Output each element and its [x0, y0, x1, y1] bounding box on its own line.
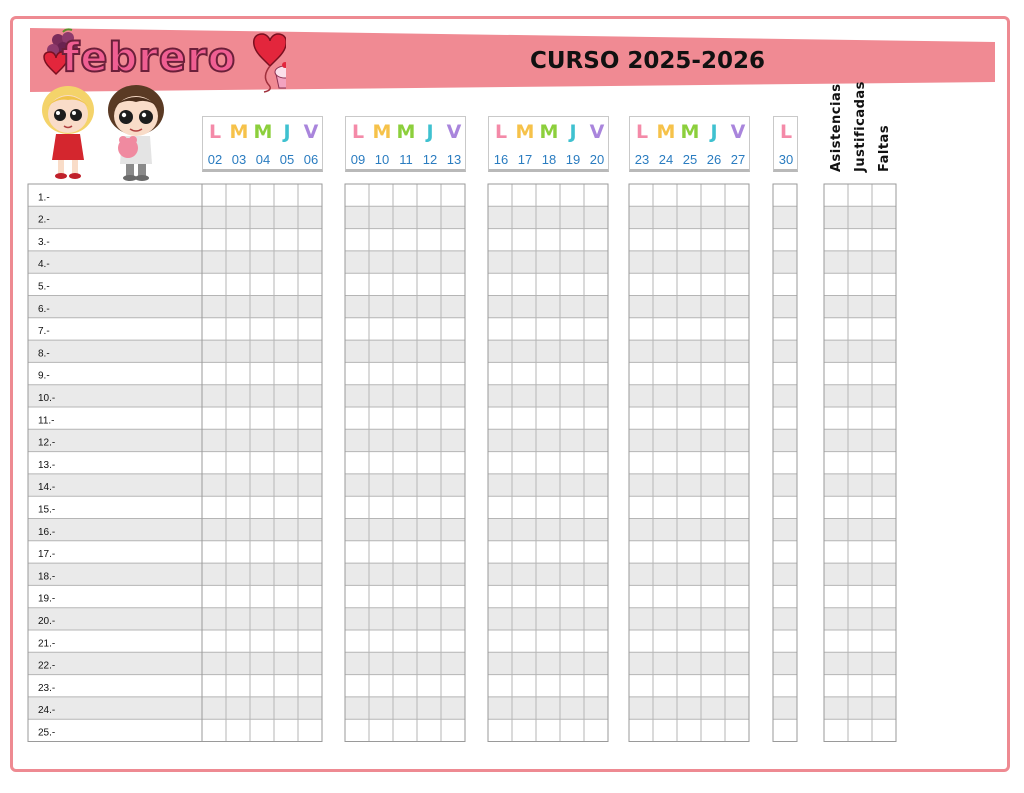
- label-justificadas: Justificadas: [853, 81, 868, 172]
- row-shade: [345, 296, 465, 318]
- student-number: 25.-: [38, 727, 56, 739]
- weekday-letter: M: [515, 121, 535, 143]
- row-shade: [202, 385, 322, 407]
- student-number: 2.-: [38, 214, 50, 226]
- day-number: 10: [374, 152, 390, 167]
- day-number: 17: [517, 152, 533, 167]
- student-number: 7.-: [38, 326, 50, 338]
- student-number: 18.-: [38, 571, 56, 583]
- student-number: 3.-: [38, 236, 50, 248]
- row-shade: [488, 652, 608, 674]
- row-shade: [824, 697, 896, 719]
- day-number: 11: [399, 152, 413, 167]
- row-shade: [488, 385, 608, 407]
- row-shade: [345, 697, 465, 719]
- student-number: 22.-: [38, 660, 56, 672]
- row-shade: [345, 385, 465, 407]
- row-shade: [488, 296, 608, 318]
- row-shade: [773, 340, 797, 362]
- day-number: 25: [682, 152, 698, 167]
- day-number: 02: [207, 152, 223, 167]
- student-number: 1.-: [38, 192, 50, 204]
- row-shade: [629, 340, 749, 362]
- student-number: 6.-: [38, 303, 50, 315]
- row-shade: [824, 519, 896, 541]
- row-shade: [773, 296, 797, 318]
- row-shade: [629, 429, 749, 451]
- row-shade: [202, 340, 322, 362]
- weekday-letter: M: [680, 121, 700, 143]
- row-shade: [629, 206, 749, 228]
- student-number: 21.-: [38, 638, 56, 650]
- day-number: 26: [706, 152, 722, 167]
- row-shade: [773, 652, 797, 674]
- weekday-letter: J: [710, 121, 718, 143]
- day-number: 23: [634, 152, 650, 167]
- row-shade: [824, 296, 896, 318]
- row-shade: [773, 206, 797, 228]
- row-shade: [28, 206, 202, 228]
- row-shade: [773, 474, 797, 496]
- day-number: 20: [589, 152, 605, 167]
- row-shade: [824, 340, 896, 362]
- weekday-letter: M: [229, 121, 249, 143]
- row-shade: [773, 429, 797, 451]
- student-number: 5.-: [38, 281, 50, 293]
- student-number: 15.-: [38, 504, 56, 516]
- student-number: 19.-: [38, 593, 56, 605]
- row-shade: [488, 206, 608, 228]
- row-shade: [488, 697, 608, 719]
- row-shade: [773, 385, 797, 407]
- student-number: 16.-: [38, 526, 56, 538]
- row-shade: [202, 474, 322, 496]
- day-number: 16: [493, 152, 509, 167]
- day-number: 05: [279, 152, 295, 167]
- weekday-letter: L: [208, 121, 222, 143]
- row-shade: [345, 474, 465, 496]
- row-shade: [202, 563, 322, 585]
- student-number: 13.-: [38, 459, 56, 471]
- day-number: 03: [231, 152, 247, 167]
- weekday-letter: J: [283, 121, 291, 143]
- student-number: 10.-: [38, 393, 56, 404]
- row-shade: [345, 340, 465, 362]
- row-shade: [629, 296, 749, 318]
- row-shade: [488, 608, 608, 630]
- weekday-letter: V: [303, 121, 319, 143]
- student-number: 14.-: [38, 482, 56, 494]
- row-shade: [629, 563, 749, 585]
- row-shade: [488, 563, 608, 585]
- day-number: 06: [303, 152, 319, 167]
- student-number: 23.-: [38, 682, 56, 694]
- weekday-letter: V: [446, 121, 462, 143]
- weekday-letter: L: [779, 121, 793, 143]
- row-shade: [28, 251, 202, 273]
- row-shade: [202, 206, 322, 228]
- row-shade: [345, 652, 465, 674]
- weekday-letter: M: [656, 121, 676, 143]
- row-shade: [773, 608, 797, 630]
- weekday-letter: M: [396, 121, 416, 143]
- label-asistencias: Asistencias: [829, 83, 844, 172]
- row-shade: [28, 296, 202, 318]
- day-number: 09: [350, 152, 366, 167]
- row-shade: [488, 474, 608, 496]
- row-shade: [345, 608, 465, 630]
- student-number: 11.-: [38, 415, 55, 427]
- weekday-letter: V: [730, 121, 746, 143]
- row-shade: [488, 251, 608, 273]
- row-shade: [345, 519, 465, 541]
- weekday-letter: J: [569, 121, 577, 143]
- row-shade: [824, 385, 896, 407]
- weekday-letter: V: [589, 121, 605, 143]
- student-number: 20.-: [38, 616, 56, 627]
- day-number: 19: [565, 152, 581, 167]
- row-shade: [629, 385, 749, 407]
- row-shade: [824, 563, 896, 585]
- weekday-letter: L: [635, 121, 649, 143]
- row-shade: [202, 429, 322, 451]
- day-number: 12: [422, 152, 438, 167]
- row-shade: [824, 429, 896, 451]
- row-shade: [629, 697, 749, 719]
- student-number: 4.-: [38, 259, 50, 271]
- weekday-letter: M: [372, 121, 392, 143]
- row-shade: [202, 652, 322, 674]
- row-shade: [773, 519, 797, 541]
- day-number: 30: [778, 152, 794, 167]
- row-shade: [773, 697, 797, 719]
- row-shade: [202, 296, 322, 318]
- row-shade: [824, 652, 896, 674]
- student-number: 24.-: [38, 705, 56, 717]
- weekday-letter: L: [351, 121, 365, 143]
- row-shade: [629, 519, 749, 541]
- row-shade: [488, 519, 608, 541]
- day-number: 04: [255, 152, 271, 167]
- course-title: CURSO 2025-2026: [530, 48, 765, 74]
- row-shade: [629, 608, 749, 630]
- row-shade: [202, 519, 322, 541]
- row-shade: [28, 340, 202, 362]
- row-shade: [202, 251, 322, 273]
- day-number: 18: [541, 152, 557, 167]
- weekday-letter: J: [426, 121, 434, 143]
- row-shade: [773, 563, 797, 585]
- row-shade: [488, 340, 608, 362]
- row-shade: [488, 429, 608, 451]
- student-number: 12.-: [38, 437, 56, 449]
- row-shade: [629, 474, 749, 496]
- row-shade: [824, 251, 896, 273]
- weekday-letter: L: [494, 121, 508, 143]
- row-shade: [345, 429, 465, 451]
- day-number: 27: [730, 152, 746, 167]
- row-shade: [345, 251, 465, 273]
- row-shade: [824, 206, 896, 228]
- weekday-letter: M: [253, 121, 273, 143]
- weekday-letter: M: [539, 121, 559, 143]
- row-shade: [345, 206, 465, 228]
- row-shade: [824, 608, 896, 630]
- row-shade: [629, 251, 749, 273]
- row-shade: [202, 608, 322, 630]
- student-number: 9.-: [38, 370, 50, 382]
- day-number: 13: [446, 152, 462, 167]
- row-shade: [629, 652, 749, 674]
- label-faltas: Faltas: [877, 124, 892, 172]
- row-shade: [824, 474, 896, 496]
- row-shade: [773, 251, 797, 273]
- day-number: 24: [658, 152, 674, 167]
- student-number: 8.-: [38, 348, 50, 360]
- student-number: 17.-: [38, 549, 56, 561]
- row-shade: [345, 563, 465, 585]
- row-shade: [202, 697, 322, 719]
- month-title: febrero: [62, 35, 237, 81]
